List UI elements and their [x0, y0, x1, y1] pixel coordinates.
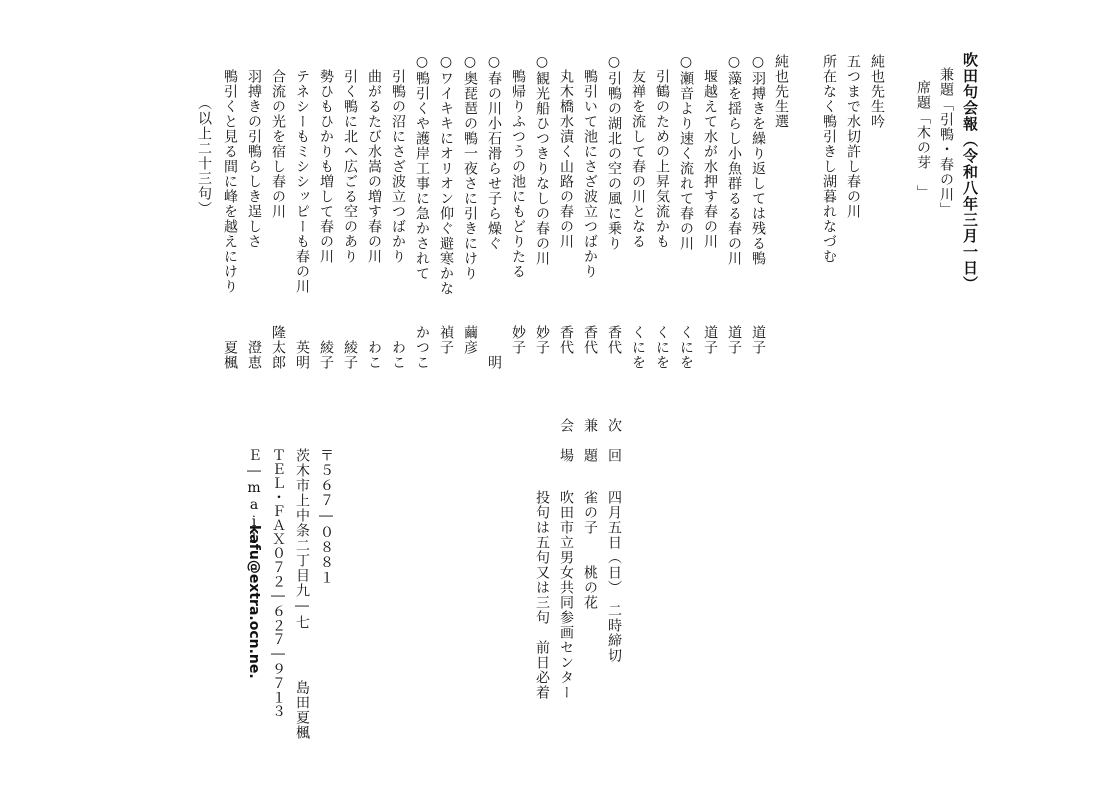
haiku-text: 丸木橋水漬く山路の春の川	[558, 54, 574, 249]
teacher-poems-heading: 純也先生吟	[869, 54, 885, 129]
haiku-author: くにを	[654, 325, 670, 370]
haiku-author: 香代	[582, 325, 598, 355]
haiku-author: 明	[486, 355, 502, 370]
haiku-author: 綾子	[342, 340, 358, 370]
haiku-text: 鴨引いて池にさざ波立つばかり	[582, 54, 598, 279]
haiku-author: わこ	[366, 340, 382, 370]
haiku-author: 綾子	[318, 340, 334, 370]
haiku-text: 曲がるたび水嵩の増す春の川	[366, 54, 382, 264]
selection-closing: （以上二十三句）	[196, 96, 212, 216]
next-meeting-label: 次 回	[606, 418, 622, 463]
haiku-text: 鴨帰りふつうの池にもどりたる	[510, 54, 526, 279]
haiku-text: 引く鴨に北へ広ごる空のあり	[342, 54, 358, 264]
haiku-author: 妙子	[534, 325, 550, 355]
haiku-text: テネシーもミシシッピーも春の川	[294, 54, 310, 294]
haiku-text: 引鴨の沼にさざ波立つばかり	[390, 54, 406, 264]
email-label: Ｅ―mail	[246, 448, 262, 548]
haiku-text: 勢ひもひかりも増して春の川	[318, 54, 334, 264]
haiku-text: ○奥琵琶の鴨一夜さに引きにけり	[462, 54, 478, 281]
haiku-author: 繭彦	[462, 325, 478, 355]
haiku-author: 香代	[606, 325, 622, 355]
haiku-author: 英明	[294, 340, 310, 370]
submission-note: 投句は五句又は三句 前日必着	[534, 490, 550, 700]
haiku-author: 香代	[558, 325, 574, 355]
haiku-text: 羽搏きの引鴨らしき逞しさ	[246, 54, 262, 249]
haiku-text: ○引鴨の湖北の空の風に乗り	[606, 54, 622, 251]
kendai-line: 兼題「引鴨・春の川」	[938, 67, 954, 217]
haiku-author: わこ	[390, 340, 406, 370]
email-address: kafu@extra.ocn.ne.	[246, 525, 262, 679]
haiku-text: ○ワイキキにオリオン仰ぐ避寒かな	[438, 54, 454, 296]
haiku-author: かつこ	[414, 325, 430, 370]
teacher-poem: 五つまで水切許し春の川	[845, 54, 861, 219]
address: 茨木市上中条二丁目九―七	[294, 448, 310, 630]
haiku-text: ○藻を揺らし小魚群るる春の川	[726, 54, 742, 266]
haiku-author: 禎子	[438, 325, 454, 355]
topic-value: 雀の子 桃の花	[582, 490, 598, 610]
haiku-text: 鴨引くと見る間に峰を越えにけり	[222, 54, 238, 294]
teacher-poem: 所在なく鴨引きし湖暮れなづむ	[821, 54, 837, 264]
haiku-author: 夏楓	[222, 340, 238, 370]
haiku-author: 妙子	[510, 325, 526, 355]
haiku-text: ○瀬音より速く流れて春の川	[678, 54, 694, 251]
haiku-author: 隆太郎	[270, 325, 286, 370]
contact-name: 島田夏楓	[294, 680, 310, 740]
haiku-author: くにを	[678, 325, 694, 370]
haiku-author: 道子	[750, 325, 766, 355]
postal-code: 〒５６７―０８８１	[318, 448, 334, 585]
haiku-text: 堰越えて水が水押す春の川	[702, 54, 718, 249]
tel-fax: ＴＥＬ・ＦＡＸ０７２―６２７―９７１３	[270, 448, 286, 718]
haiku-text: ○鴨引くや護岸工事に急かされて	[414, 54, 430, 281]
venue-value: 吹田市立男女共同参画センター	[558, 490, 574, 700]
haiku-author: 道子	[726, 325, 742, 355]
haiku-text: 引鶴のための上昇気流かも	[654, 54, 670, 249]
sekidai-line: 席題「木の芽 」	[915, 80, 931, 200]
haiku-text: ○観光船ひつきりなしの春の川	[534, 54, 550, 266]
page-title: 吹田句会報（令和八年三月一日）	[961, 52, 979, 292]
haiku-author: 澄恵	[246, 340, 262, 370]
haiku-author: 道子	[702, 325, 718, 355]
haiku-text: 合流の光を宿し春の川	[270, 54, 286, 219]
haiku-text: ○羽搏きを繰り返しては残る鴨	[750, 54, 766, 266]
haiku-text: 友禅を流して春の川となる	[630, 54, 646, 249]
haiku-text: ○春の川小石滑らせ子ら燥ぐ	[486, 54, 502, 251]
haiku-author: くにを	[630, 325, 646, 370]
next-meeting-date: 四月五日（日） 二時締切	[606, 490, 622, 663]
selection-heading: 純也先生選	[773, 54, 789, 129]
venue-label: 会 場	[558, 418, 574, 463]
topic-label: 兼 題	[582, 418, 598, 463]
